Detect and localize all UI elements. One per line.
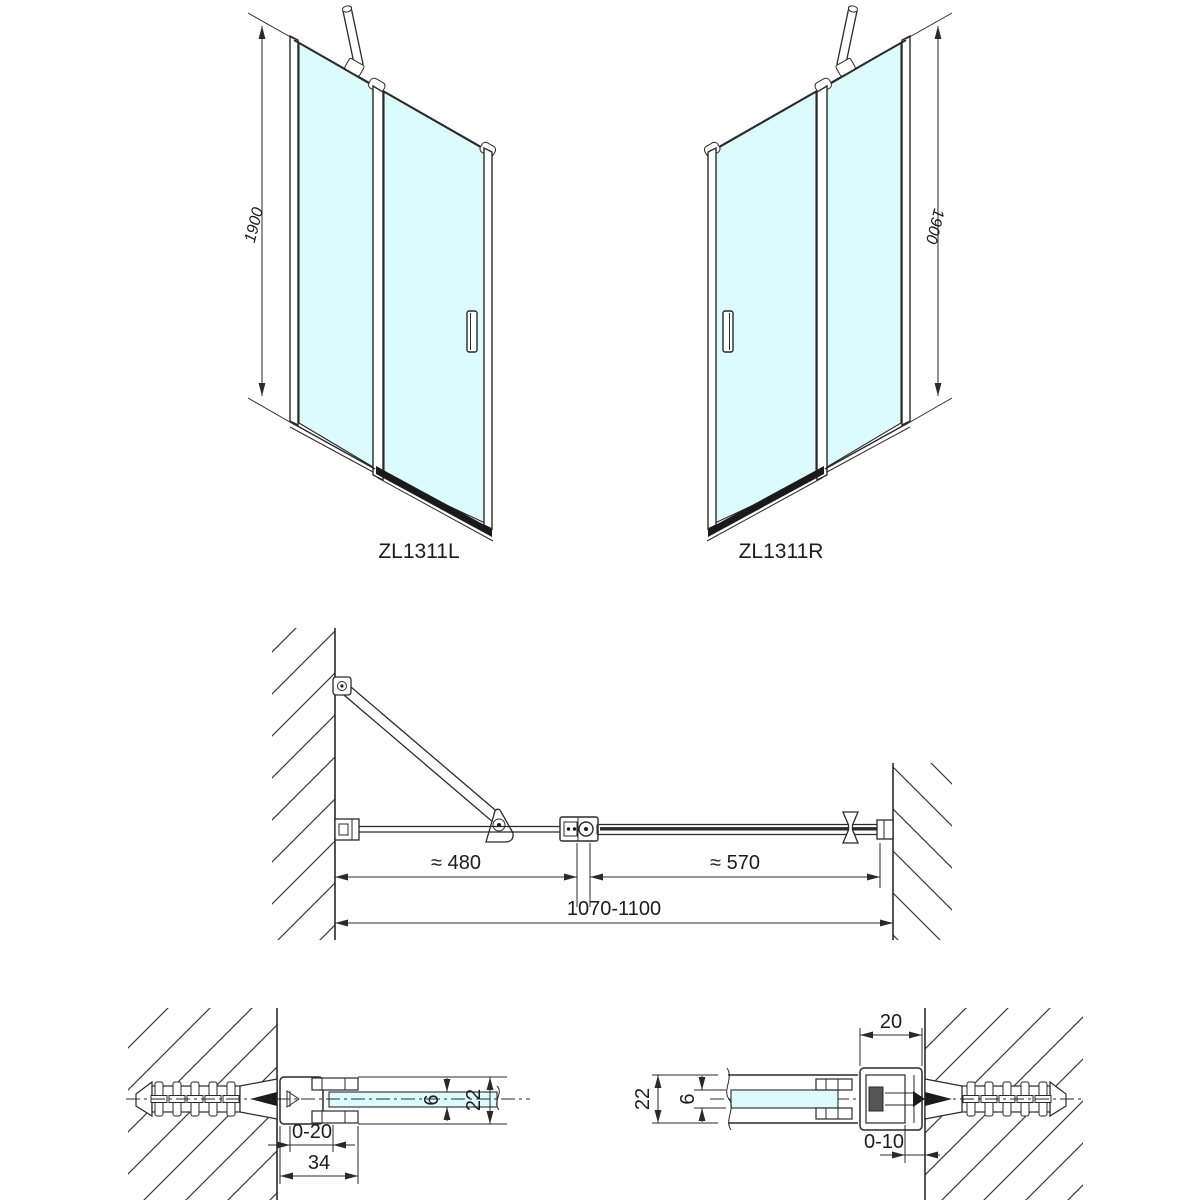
left-door-label: ZL1311L bbox=[378, 540, 460, 563]
door-panel-plan bbox=[597, 812, 893, 843]
fixed-width-text: ≈ 480 bbox=[431, 852, 481, 874]
right-wall-bracket bbox=[877, 820, 893, 839]
overall-width-text: 1070-1100 bbox=[566, 898, 662, 920]
support-bar-rod bbox=[344, 687, 501, 823]
left-wall-hatch bbox=[272, 628, 335, 940]
profile-width-text: 34 bbox=[307, 1152, 331, 1174]
profile-depth-text: 22 bbox=[463, 1088, 485, 1112]
detail-section-right bbox=[632, 1008, 1083, 1200]
door-width-text: ≈ 570 bbox=[710, 852, 760, 874]
left-height-dim-text: 1900 bbox=[241, 205, 268, 245]
plan-view bbox=[272, 628, 952, 940]
hinge-assembly-plan bbox=[560, 817, 598, 841]
profile-depth-text: 22 bbox=[632, 1087, 654, 1111]
adjustment-range-text: 0-20 bbox=[291, 1121, 333, 1143]
adjustment-range-text: 0-10 bbox=[863, 1131, 905, 1153]
fixing-block bbox=[869, 1087, 883, 1111]
fixed-panel-plan bbox=[335, 819, 560, 840]
plan-dimensions bbox=[335, 843, 893, 923]
support-bar-plan bbox=[333, 677, 513, 842]
detail-section-left bbox=[126, 1008, 530, 1200]
door-profile-section bbox=[727, 1068, 925, 1130]
glass-thickness-text: 6 bbox=[677, 1093, 699, 1105]
glass-section bbox=[731, 1090, 838, 1108]
right-door-label: ZL1311R bbox=[738, 540, 824, 563]
right-door-elevation bbox=[703, 5, 952, 541]
bracket-screw-dot bbox=[340, 684, 343, 687]
glass-thickness-text: 6 bbox=[421, 1094, 443, 1106]
adjustable-wall-profile bbox=[860, 1068, 925, 1130]
left-door-elevation bbox=[248, 5, 497, 541]
right-height-dim-text: 1900 bbox=[921, 206, 947, 246]
profile-width-text: 20 bbox=[879, 1011, 903, 1033]
right-wall-hatch bbox=[893, 763, 952, 940]
